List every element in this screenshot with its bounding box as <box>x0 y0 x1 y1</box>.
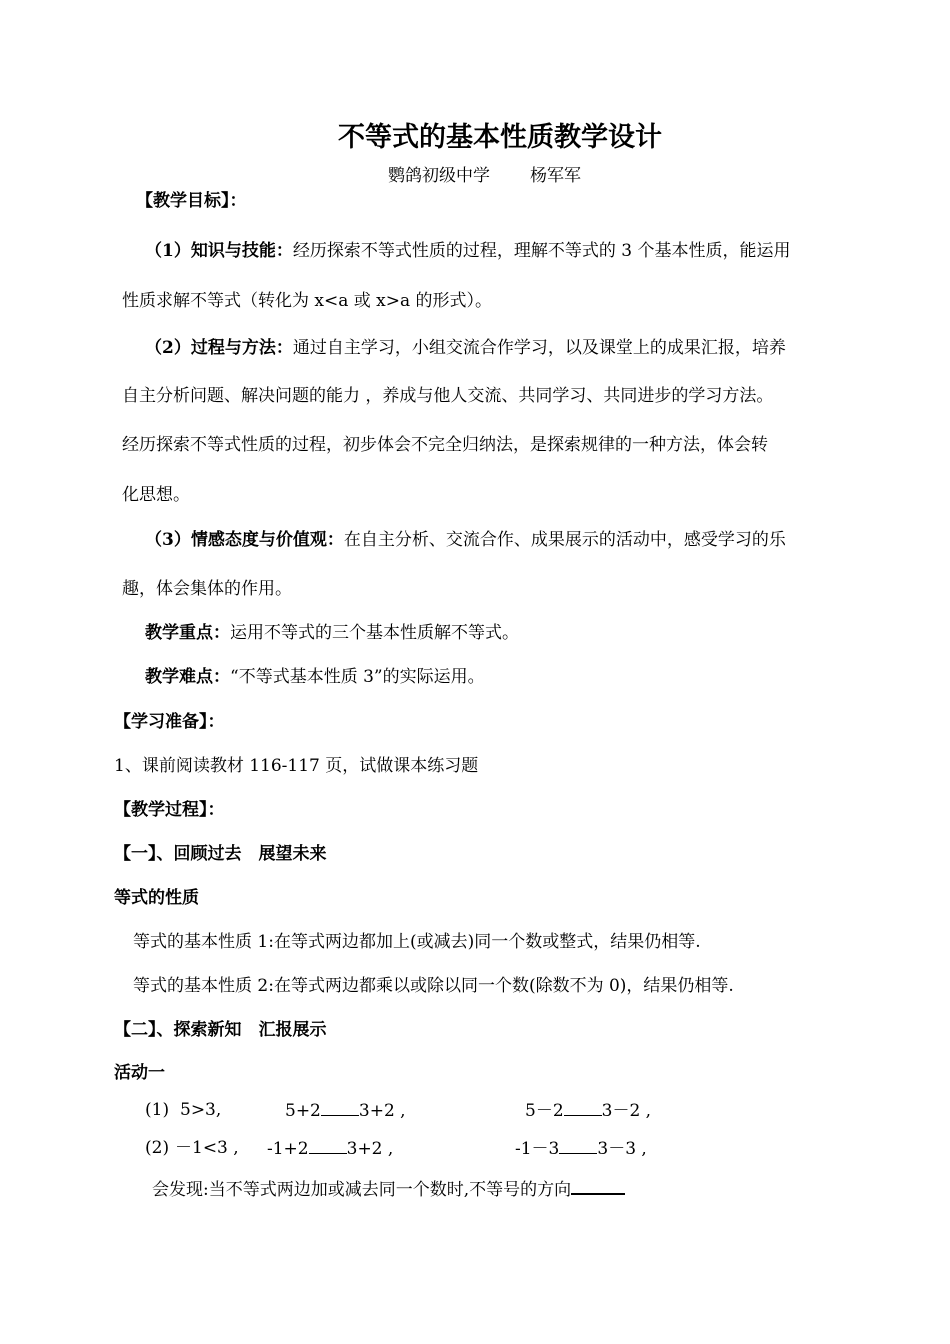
author-line <box>388 165 581 187</box>
knowledge-label: （1）知识与技能： <box>145 241 293 261</box>
preparation-item-1: 1、课前阅读教材 116-117 页，试做课本练习题 <box>114 756 479 776</box>
equality-property-2: 等式的基本性质 2:在等式两边都乘以或除以同一个数(除数不为 0)，结果仍相等. <box>133 976 734 996</box>
row1-expression-1 <box>285 1099 406 1122</box>
row2-expr2-left: -1－3 <box>515 1139 560 1159</box>
author-name: 杨军军 <box>530 166 581 186</box>
key-point-label: 教学重点： <box>145 623 230 643</box>
key-point-text: 运用不等式的三个基本性质解不等式。 <box>230 623 519 643</box>
preparation-heading: 【学习准备】： <box>114 712 225 732</box>
row2-expr2-right: 3－3 , <box>597 1139 647 1159</box>
objectives-heading: 【教学目标】： <box>136 191 247 211</box>
row2-given: －1<3 , <box>175 1138 239 1158</box>
row1-given: 5>3, <box>180 1100 222 1120</box>
discovery-line <box>152 1177 625 1201</box>
activity-heading: 活动一 <box>114 1063 165 1083</box>
row1-expr2-right: 3－2 , <box>601 1101 652 1121</box>
row2-expr2-blank[interactable] <box>559 1137 597 1154</box>
discovery-blank[interactable] <box>571 1177 625 1195</box>
discovery-text: 会发现:当不等式两边加或减去同一个数时,不等号的方向 <box>152 1180 572 1200</box>
emotion-line-2: 趣，体会集体的作用。 <box>122 579 292 599</box>
row2-label: (2) <box>145 1138 170 1158</box>
row2-expr1-left: -1+2 <box>267 1139 309 1159</box>
row2-expression-1 <box>267 1137 393 1160</box>
process-line-4: 化思想。 <box>122 485 190 505</box>
difficulty-label: 教学难点： <box>145 667 230 687</box>
document-title: 不等式的基本性质教学设计 <box>338 122 662 153</box>
row2-expr1-blank[interactable] <box>309 1137 347 1154</box>
part1-subheading: 等式的性质 <box>114 888 199 908</box>
knowledge-line-1 <box>145 240 790 262</box>
process-text-1: 通过自主学习，小组交流合作学习，以及课堂上的成果汇报，培养 <box>292 338 786 358</box>
part2-heading: 【二】、探索新知 汇报展示 <box>114 1020 327 1040</box>
process-label: （2）过程与方法： <box>145 338 293 358</box>
equality-property-1: 等式的基本性质 1:在等式两边都加上(或减去)同一个数或整式，结果仍相等. <box>133 932 701 952</box>
process-line-2: 自主分析问题、解决问题的能力 ，养成与他人交流、共同学习、共同进步的学习方法。 <box>122 386 774 406</box>
row1-label: (1) <box>145 1100 170 1120</box>
difficulty <box>145 666 485 688</box>
emotion-text-1: 在自主分析、交流合作、成果展示的活动中，感受学习的乐 <box>343 530 786 550</box>
author-school: 鹦鸽初级中学 <box>388 166 490 186</box>
process-heading: 【教学过程】： <box>114 800 225 820</box>
process-line-3: 经历探索不等式性质的过程，初步体会不完全归纳法，是探索规律的一种方法，体会转 <box>122 435 768 455</box>
row1-expr1-blank[interactable] <box>321 1099 359 1116</box>
row1-expr1-right: 3+2 , <box>358 1101 406 1121</box>
row1-expression-2 <box>525 1099 651 1122</box>
part1-heading: 【一】、回顾过去 展望未来 <box>114 844 327 864</box>
row1-expr2-blank[interactable] <box>564 1099 602 1116</box>
process-line-1 <box>145 337 786 359</box>
difficulty-text: “不等式基本性质 3”的实际运用。 <box>230 667 485 687</box>
row1-expr1-left: 5+2 <box>285 1101 321 1121</box>
emotion-label: （3）情感态度与价值观： <box>145 530 344 550</box>
knowledge-line-2: 性质求解不等式（转化为 x<a 或 x>a 的形式）。 <box>122 291 493 311</box>
key-point <box>145 622 519 644</box>
row2-expression-2 <box>515 1137 647 1160</box>
knowledge-text-1: 经历探索不等式性质的过程，理解不等式的 3 个基本性质，能运用 <box>292 241 791 261</box>
row2-expr1-right: 3+2 , <box>346 1139 394 1159</box>
row1-expr2-left: 5－2 <box>525 1101 564 1121</box>
emotion-line-1 <box>145 529 786 551</box>
